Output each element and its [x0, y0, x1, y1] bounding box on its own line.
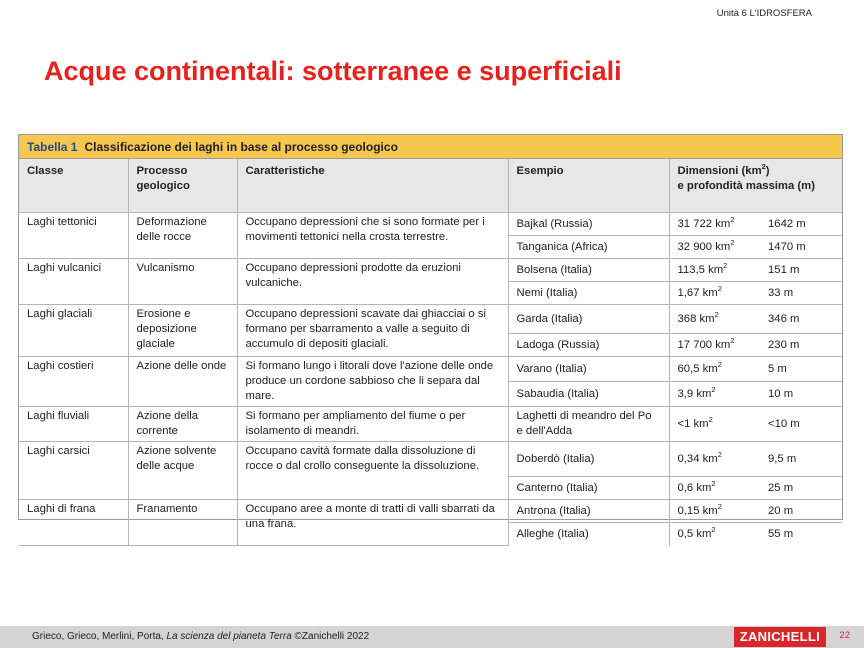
cell-profondita: 1470 m — [760, 236, 842, 259]
header-processo: Processo geologico — [128, 159, 237, 213]
area-unit-exponent: 2 — [730, 214, 735, 224]
cell-caratteristiche: Occupano depressioni che si sono formate per i movimenti tettonici nella crosta terrestre. — [237, 213, 508, 259]
cell-profondita: 5 m — [760, 357, 842, 382]
cell-processo: Azione delle onde — [128, 357, 237, 407]
cell-profondita: 230 m — [760, 334, 842, 357]
table-caption-text: Classificazione dei laghi in base al processo geologico — [84, 139, 398, 154]
cell-classe: Laghi fluviali — [19, 407, 128, 442]
lakes-table — [19, 159, 842, 546]
header-dimensioni — [669, 159, 842, 213]
area-unit-exponent: 2 — [717, 501, 722, 511]
cell-dimensione — [669, 357, 760, 382]
cell-classe: Laghi di frana — [19, 500, 128, 546]
cell-esempio: Canterno (Italia) — [508, 477, 669, 500]
footer-citation — [32, 631, 369, 642]
page-title: Acque continentali: sotterranee e superficiali — [44, 56, 622, 86]
cell-esempio: Bolsena (Italia) — [508, 259, 669, 282]
cell-esempio: Bajkal (Russia) — [508, 213, 669, 236]
header-dimensioni-line2: e profondità massima (m) — [677, 180, 815, 192]
footer-publisher: ©Zanichelli 2022 — [291, 631, 370, 642]
cell-classe: Laghi costieri — [19, 357, 128, 407]
header-classe: Classe — [19, 159, 128, 213]
header-dimensioni-text: Dimensioni (km — [677, 165, 762, 177]
table-row — [19, 357, 842, 382]
area-value: 0,34 km — [677, 452, 718, 465]
area-unit-exponent: 2 — [730, 237, 735, 247]
cell-dimensione — [669, 382, 760, 407]
footer-bar — [0, 626, 864, 648]
page-number: 22 — [839, 630, 850, 641]
table-row — [19, 407, 842, 442]
table-row — [19, 500, 842, 523]
area-value: 60,5 km — [677, 362, 718, 375]
table-header-row — [19, 159, 842, 213]
cell-profondita: 55 m — [760, 523, 842, 546]
footer-authors: Grieco, Grieco, Merlini, Porta, — [32, 631, 167, 642]
cell-esempio: Ladoga (Russia) — [508, 334, 669, 357]
cell-processo: Azione della corrente — [128, 407, 237, 442]
table-caption — [19, 135, 842, 159]
cell-profondita: 10 m — [760, 382, 842, 407]
area-unit-exponent: 2 — [730, 335, 735, 345]
cell-profondita: 9,5 m — [760, 442, 842, 477]
cell-esempio: Doberdò (Italia) — [508, 442, 669, 477]
cell-esempio: Sabaudia (Italia) — [508, 382, 669, 407]
cell-processo: Erosione e deposizione glaciale — [128, 305, 237, 357]
area-value: 3,9 km — [677, 387, 712, 400]
area-value: 0,5 km — [677, 527, 712, 540]
area-value: 0,6 km — [677, 481, 712, 494]
cell-profondita: 25 m — [760, 477, 842, 500]
cell-esempio: Nemi (Italia) — [508, 282, 669, 305]
cell-caratteristiche: Occupano cavità formate dalla dissoluzione di rocce o dal crollo conseguente la dissoluzione. — [237, 442, 508, 500]
area-value: 1,67 km — [677, 286, 718, 299]
table-row — [19, 442, 842, 477]
area-value: <1 km — [677, 417, 709, 430]
cell-caratteristiche: Occupano aree a monte di tratti di valli sbarrati da una frana. — [237, 500, 508, 546]
cell-caratteristiche: Si formano lungo i litorali dove l'azione delle onde produce un cordone sabbioso che li separa dal mare. — [237, 357, 508, 407]
cell-profondita: <10 m — [760, 407, 842, 442]
cell-dimensione — [669, 442, 760, 477]
table-caption-number: Tabella 1 — [27, 139, 78, 154]
area-value: 17 700 km — [677, 338, 731, 351]
cell-profondita: 20 m — [760, 500, 842, 523]
cell-dimensione — [669, 500, 760, 523]
area-value: 0,15 km — [677, 504, 718, 517]
cell-classe: Laghi carsici — [19, 442, 128, 500]
header-caratteristiche: Caratteristiche — [237, 159, 508, 213]
cell-profondita: 151 m — [760, 259, 842, 282]
area-unit-exponent: 2 — [717, 359, 722, 369]
area-unit-exponent: 2 — [714, 309, 719, 319]
area-unit-exponent: 2 — [717, 449, 722, 459]
cell-processo: Vulcanismo — [128, 259, 237, 305]
cell-profondita: 346 m — [760, 305, 842, 334]
cell-caratteristiche: Occupano depressioni scavate dai ghiacciai o si formano per sbarramento a valle a seguito di accumulo di depositi glaciali. — [237, 305, 508, 357]
header-dimensioni-sup: 2 — [761, 162, 766, 172]
cell-classe: Laghi vulcanici — [19, 259, 128, 305]
cell-esempio: Varano (Italia) — [508, 357, 669, 382]
cell-esempio: Laghetti di meandro del Po e dell'Adda — [508, 407, 669, 442]
unit-label: Unità 6 L'IDROSFERA — [716, 8, 812, 19]
table-row — [19, 259, 842, 282]
table-row — [19, 213, 842, 236]
area-unit-exponent: 2 — [723, 260, 728, 270]
cell-profondita: 1642 m — [760, 213, 842, 236]
area-unit-exponent: 2 — [717, 283, 722, 293]
header-dimensioni-close: ) — [765, 165, 770, 177]
cell-dimensione — [669, 305, 760, 334]
cell-dimensione — [669, 407, 760, 442]
cell-processo: Deformazione delle rocce — [128, 213, 237, 259]
area-value: 368 km — [677, 312, 715, 325]
table-body — [19, 213, 842, 546]
area-unit-exponent: 2 — [711, 478, 716, 488]
cell-processo: Franamento — [128, 500, 237, 546]
cell-dimensione — [669, 334, 760, 357]
cell-dimensione — [669, 213, 760, 236]
footer-book-title: La scienza del pianeta Terra — [166, 631, 292, 642]
table-row — [19, 305, 842, 334]
cell-esempio: Garda (Italia) — [508, 305, 669, 334]
area-value: 31 722 km — [677, 217, 731, 230]
cell-profondita: 33 m — [760, 282, 842, 305]
cell-dimensione — [669, 477, 760, 500]
area-unit-exponent: 2 — [711, 384, 716, 394]
publisher-logo: ZANICHELLI — [734, 627, 826, 647]
area-value: 32 900 km — [677, 240, 731, 253]
cell-classe: Laghi tettonici — [19, 213, 128, 259]
cell-dimensione — [669, 282, 760, 305]
header-esempio: Esempio — [508, 159, 669, 213]
cell-esempio: Tanganica (Africa) — [508, 236, 669, 259]
area-unit-exponent: 2 — [708, 414, 713, 424]
cell-esempio: Antrona (Italia) — [508, 500, 669, 523]
cell-classe: Laghi glaciali — [19, 305, 128, 357]
cell-dimensione — [669, 259, 760, 282]
area-value: 113,5 km — [677, 263, 724, 276]
cell-dimensione — [669, 523, 760, 546]
cell-caratteristiche: Occupano depressioni prodotte da eruzioni vulcaniche. — [237, 259, 508, 305]
cell-esempio: Alleghe (Italia) — [508, 523, 669, 546]
area-unit-exponent: 2 — [711, 524, 716, 534]
cell-caratteristiche: Si formano per ampliamento del fiume o per isolamento di meandri. — [237, 407, 508, 442]
cell-processo: Azione solvente delle acque — [128, 442, 237, 500]
lakes-table-container — [18, 134, 843, 540]
cell-dimensione — [669, 236, 760, 259]
